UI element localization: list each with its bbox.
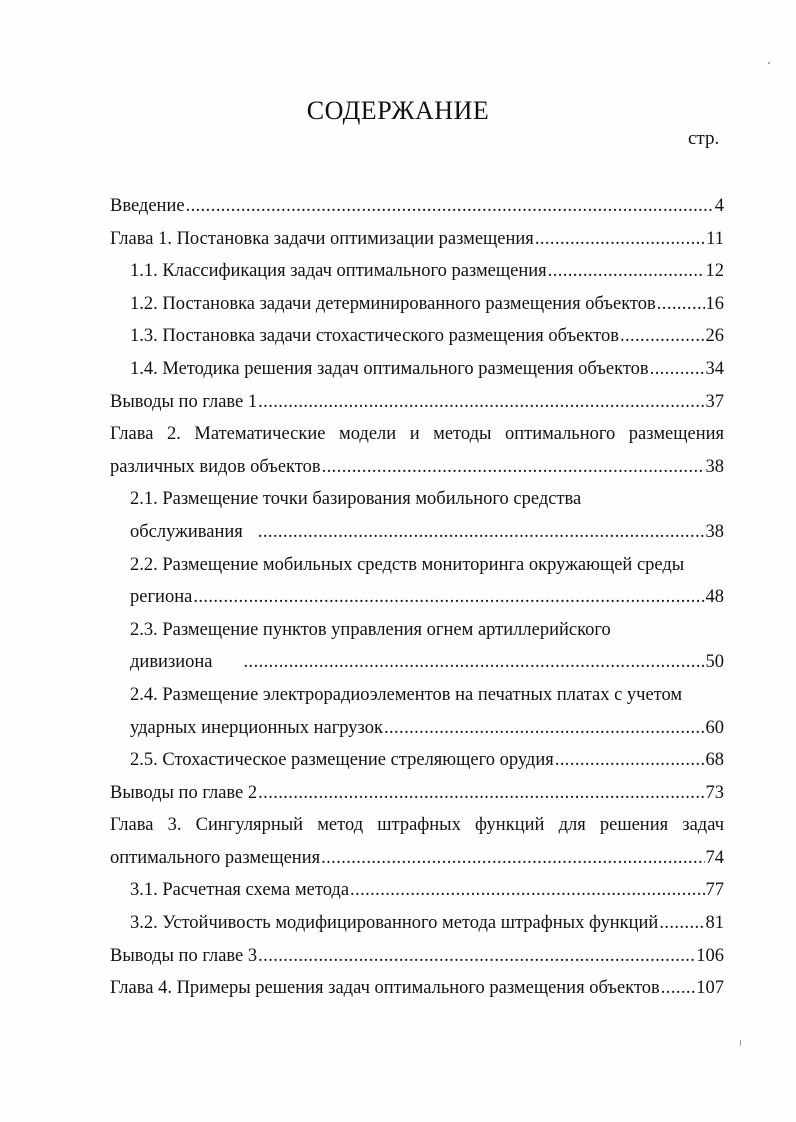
dot-leader <box>258 777 704 810</box>
toc-entry-page: 77 <box>705 880 724 901</box>
toc-entry <box>110 842 724 875</box>
toc-entry-page: 106 <box>696 945 724 966</box>
dot-leader <box>258 940 695 973</box>
page-title: СОДЕРЖАНИЕ <box>306 96 490 125</box>
toc-entry-line <box>110 614 724 647</box>
toc-entry-title-continued: региона <box>130 587 193 608</box>
dot-leader <box>186 190 714 223</box>
dot-leader <box>321 842 704 875</box>
toc-entry <box>110 874 724 907</box>
toc-entry <box>110 940 724 973</box>
toc-entry-title: 3.1. Расчетная схема метода <box>130 880 350 901</box>
dot-leader <box>258 386 704 419</box>
toc-entry-page: 68 <box>705 750 724 771</box>
page-column-label: стр. <box>688 128 720 149</box>
toc-entry-title: 2.5. Стохастическое размещение стреляющего орудия <box>130 750 554 771</box>
toc-entry-line <box>110 418 724 451</box>
toc-entry-line <box>110 483 724 516</box>
toc-entry-title-continued: обслуживания <box>130 521 243 542</box>
toc-entry-title: 1.1. Классификация задач оптимального размещения <box>130 261 547 282</box>
dot-leader <box>258 516 705 549</box>
scan-speck <box>768 62 770 64</box>
dot-leader <box>661 972 695 1005</box>
toc-entry-page: 11 <box>706 228 724 249</box>
toc-entry-title: Глава 1. Постановка задачи оптимизации размещения <box>110 228 534 249</box>
toc-entry-title-continued: дивизиона <box>130 652 213 673</box>
toc-entry-page: 48 <box>705 587 724 608</box>
toc-entry <box>110 907 724 940</box>
toc-entry-title: Глава 4. Примеры решения задач оптимального размещения объектов <box>110 978 660 999</box>
toc-entry <box>110 190 724 223</box>
toc-entry <box>110 320 724 353</box>
dot-leader <box>322 451 705 484</box>
toc-entry-page: 81 <box>705 913 724 934</box>
table-of-contents <box>110 190 724 1005</box>
toc-entry-title-continued: различных видов объектов <box>110 456 321 477</box>
toc-entry-page: 107 <box>696 978 724 999</box>
toc-entry-page: 4 <box>714 196 724 216</box>
toc-entry <box>110 777 724 810</box>
dot-leader <box>548 255 705 288</box>
toc-entry-page: 16 <box>705 293 724 314</box>
toc-entry <box>110 255 724 288</box>
dot-leader <box>535 223 705 256</box>
toc-entry-line <box>110 679 724 712</box>
toc-entry-title: Выводы по главе 3 <box>110 945 258 966</box>
toc-entry-title: 2.1. Размещение точки базирования мобильного средства <box>130 489 582 510</box>
toc-entry <box>110 353 724 386</box>
toc-entry-page: 34 <box>705 358 724 379</box>
toc-entry-title: 2.4. Размещение электрорадиоэлементов на печатных платах с учетом <box>130 684 683 705</box>
toc-entry <box>110 646 724 679</box>
dot-leader <box>555 744 705 777</box>
dot-leader <box>193 581 704 614</box>
toc-entry <box>110 288 724 321</box>
dot-leader <box>384 712 705 745</box>
toc-entry <box>110 516 724 549</box>
toc-entry-title: 1.4. Методика решения задач оптимального размещения объектов <box>130 358 649 379</box>
toc-entry <box>110 712 724 745</box>
toc-entry-title: 3.2. Устойчивость модифицированного метода штрафных функций <box>130 913 659 934</box>
dot-leader <box>650 353 705 386</box>
toc-entry-title: 2.3. Размещение пунктов управления огнем артиллерийского <box>130 619 611 640</box>
scan-speck <box>740 1040 741 1046</box>
dot-leader <box>620 320 705 353</box>
toc-entry-page: 37 <box>705 391 724 412</box>
toc-entry-title: 2.2. Размещение мобильных средств мониторинга окружающей среды <box>130 554 685 575</box>
toc-entry-page: 26 <box>705 326 724 347</box>
toc-entry-page: 60 <box>705 717 724 738</box>
toc-entry <box>110 223 724 256</box>
toc-entry-page: 50 <box>705 652 724 673</box>
dot-leader <box>657 288 705 321</box>
toc-entry <box>110 581 724 614</box>
toc-entry-line <box>110 809 724 842</box>
toc-entry-title: Введение <box>110 196 185 216</box>
toc-entry <box>110 744 724 777</box>
toc-entry-title: Глава 2. Математические модели и методы оптимального размещения <box>110 424 724 445</box>
toc-entry-page: 38 <box>705 521 724 542</box>
toc-entry-page: 73 <box>705 782 724 803</box>
toc-entry-title: Выводы по главе 2 <box>110 782 258 803</box>
toc-entry-line <box>110 549 724 582</box>
toc-entry-title: Выводы по главе 1 <box>110 391 258 412</box>
toc-entry-page: 38 <box>705 456 724 477</box>
toc-entry-title-continued: оптимального размещения <box>110 847 321 868</box>
toc-entry <box>110 972 724 1005</box>
toc-entry-page: 12 <box>705 261 724 282</box>
toc-entry-page: 74 <box>705 847 724 868</box>
toc-entry-title: Глава 3. Сингулярный метод штрафных функций для решения задач <box>110 815 724 836</box>
dot-leader <box>244 646 705 679</box>
toc-entry-title-continued: ударных инерционных нагрузок <box>130 717 383 738</box>
toc-entry-title: 1.2. Постановка задачи детерминированного размещения объектов <box>130 293 656 314</box>
dot-leader <box>659 907 704 940</box>
dot-leader <box>350 874 704 907</box>
toc-entry <box>110 386 724 419</box>
toc-entry-title: 1.3. Постановка задачи стохастического размещения объектов <box>130 326 619 347</box>
toc-entry <box>110 451 724 484</box>
